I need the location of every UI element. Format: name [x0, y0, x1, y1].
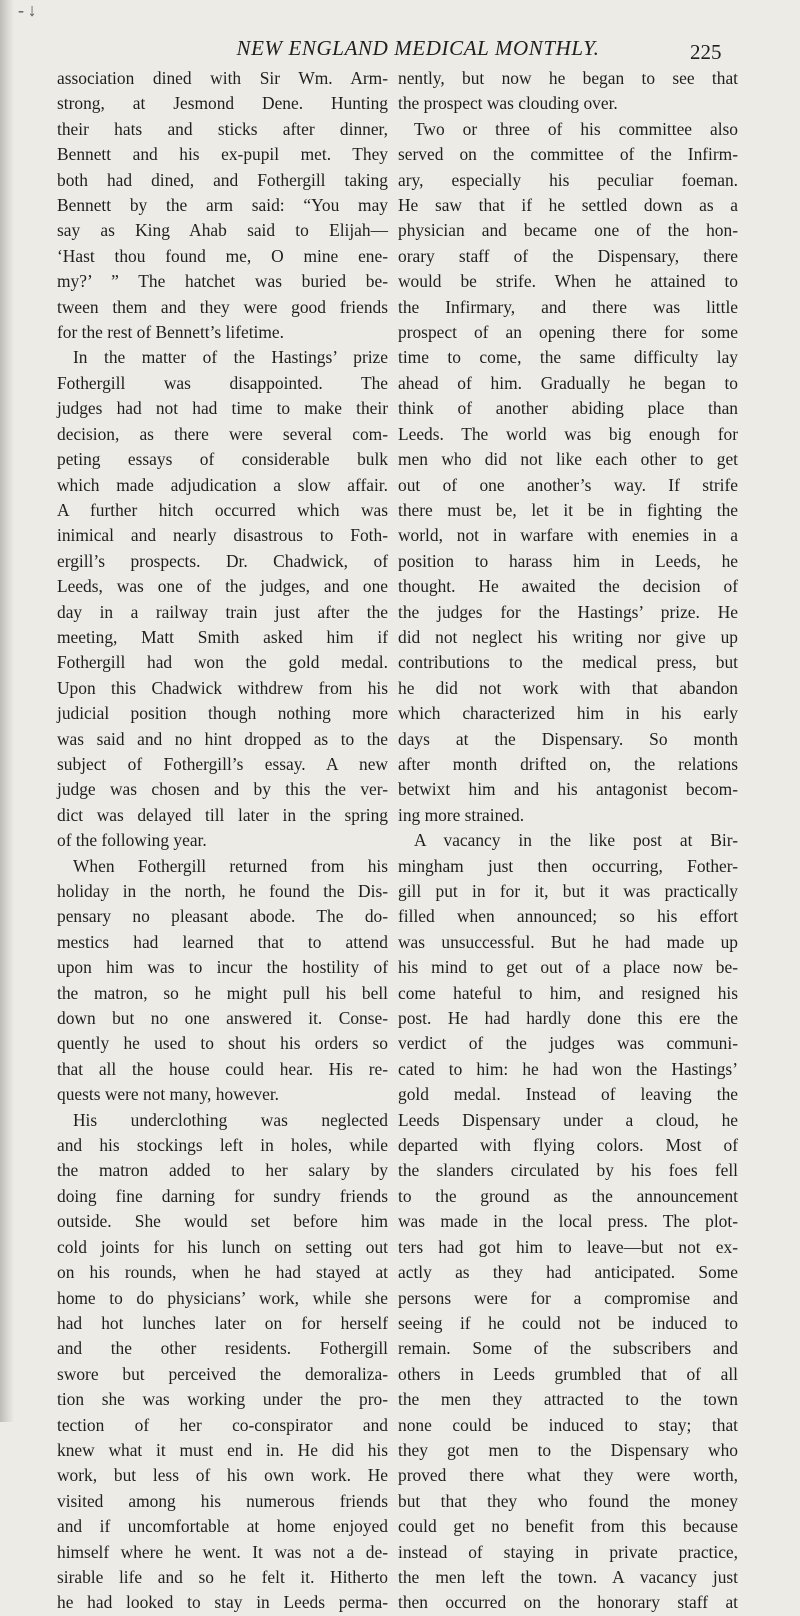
text-line: the slanders circulated by his foes fell — [398, 1160, 738, 1181]
text-line: and if uncomfortable at home enjoyed — [57, 1516, 388, 1537]
text-line: say as King Ahab said to Elijah— — [57, 220, 388, 241]
text-line: post. He had hardly done this ere the — [398, 1008, 738, 1029]
text-line: think of another abiding place than — [398, 398, 738, 419]
text-line: himself where he went. It was not a de- — [57, 1541, 388, 1562]
text-line: remain. Some of the subscribers and — [398, 1338, 738, 1359]
text-line: Upon this Chadwick withdrew from his — [57, 677, 388, 698]
text-line: His underclothing was neglected — [73, 1109, 388, 1130]
text-line: Leeds, was one of the judges, and one — [57, 576, 388, 597]
text-line: He saw that if he settled down as a — [398, 195, 738, 216]
text-line: cold joints for his lunch on setting out — [57, 1236, 388, 1257]
text-line: that all the house could hear. His re- — [57, 1058, 388, 1079]
text-line: sirable life and so he felt it. Hitherto — [57, 1566, 388, 1587]
text-line: Fothergill had won the gold medal. — [57, 652, 388, 673]
text-line: day in a railway train just after the — [57, 601, 388, 622]
text-line: world, not in warfare with enemies in a — [398, 525, 738, 546]
text-line: could get no benefit from this because — [398, 1516, 738, 1537]
text-line: judge was chosen and by this the ver- — [57, 779, 388, 800]
text-line: tection of her co-conspirator and — [57, 1414, 388, 1435]
text-line: men who did not like each other to get — [398, 449, 738, 470]
text-line: ing more strained. — [398, 804, 525, 825]
text-line: the men left the town. A vacancy just — [398, 1566, 738, 1587]
text-line: proved there what they were worth, — [398, 1465, 738, 1486]
text-line: Fothergill was disappointed. The — [57, 372, 388, 393]
text-line: meeting, Matt Smith asked him if — [57, 626, 388, 647]
text-line: of the following year. — [57, 830, 207, 851]
text-line: ‘Hast thou found me, O mine ene- — [57, 245, 388, 266]
text-line: orary staff of the Dispensary, there — [398, 245, 738, 266]
text-line: days at the Dispensary. So month — [398, 728, 738, 749]
text-line: the judges for the Hastings’ prize. He — [398, 601, 738, 622]
text-line: nently, but now he began to see that — [398, 68, 738, 88]
text-line: the men they attracted to the town — [398, 1389, 738, 1410]
text-line: gold medal. Instead of leaving the — [398, 1084, 738, 1105]
text-line: ary, especially his peculiar foeman. — [398, 169, 738, 190]
text-line: When Fothergill returned from his — [73, 855, 388, 876]
text-line: judicial position though nothing more — [57, 703, 388, 724]
text-line: they got men to the Dispensary who — [398, 1439, 738, 1460]
text-line: ahead of him. Gradually he began to — [398, 372, 738, 393]
text-line: Two or three of his committee also — [414, 118, 738, 139]
text-line: others in Leeds grumbled that of all — [398, 1363, 738, 1384]
text-line: tion she was working under the pro- — [57, 1389, 388, 1410]
text-line: he had looked to stay in Leeds perma- — [57, 1592, 388, 1613]
text-line: pensary no pleasant abode. The do- — [57, 906, 388, 927]
text-line: to the ground as the announcement — [398, 1185, 738, 1206]
text-line: my?’ ” The hatchet was buried be- — [57, 271, 388, 292]
text-line: down but no one answered it. Conse- — [57, 1008, 388, 1029]
text-line: upon him was to incur the hostility of — [57, 957, 388, 978]
text-line: mingham just then occurring, Fother- — [398, 855, 738, 876]
text-line: holiday in the north, he found the Dis- — [57, 881, 388, 901]
text-line: would be strife. When he attained to — [398, 271, 738, 292]
text-line: there must be, let it be in fighting the — [398, 499, 738, 520]
text-line: ergill’s prospects. Dr. Chadwick, of — [57, 550, 388, 571]
text-line: swore but perceived the demoraliza- — [57, 1363, 388, 1384]
text-line: home to do physicians’ work, while she — [57, 1287, 388, 1308]
text-line: their hats and sticks after dinner, — [57, 118, 388, 139]
text-line: the Infirmary, and there was little — [398, 296, 738, 317]
text-line: time to come, the same difficulty lay — [398, 347, 738, 368]
text-line: on his rounds, when he had stayed at — [57, 1262, 388, 1283]
text-line: outside. She would set before him — [57, 1211, 388, 1232]
text-line: prospect of an opening there for some — [398, 322, 738, 343]
text-line: actly as they had anticipated. Some — [398, 1262, 738, 1283]
text-line: filled when announced; so his effort — [398, 906, 738, 927]
text-line: physician and became one of the hon- — [398, 220, 738, 241]
text-line: then occurred on the honorary staff at — [398, 1592, 738, 1613]
text-line: contributions to the medical press, but — [398, 652, 738, 673]
text-line: come hateful to him, and resigned his — [398, 982, 738, 1003]
text-line: which characterized him in his early — [398, 703, 738, 724]
page-number: 225 — [690, 40, 722, 64]
text-line: instead of staying in private practice, — [398, 1541, 738, 1562]
text-line: for the rest of Bennett’s lifetime. — [57, 322, 284, 343]
text-line: Leeds Dispensary under a cloud, he — [398, 1109, 738, 1130]
text-line: betwixt him and his antagonist becom- — [398, 779, 738, 800]
text-line: he did not work with that abandon — [398, 677, 738, 698]
text-line: served on the committee of the Infirm- — [398, 144, 738, 165]
text-line: Leeds. The world was big enough for — [398, 423, 738, 444]
text-line: visited among his numerous friends — [57, 1490, 388, 1511]
text-line: position to harass him in Leeds, he — [398, 550, 738, 571]
text-line: gill put in for it, but it was practically — [398, 881, 738, 901]
text-column-left — [57, 66, 388, 1616]
text-line: his mind to get out of a place now be- — [398, 957, 738, 978]
text-line: subject of Fothergill’s essay. A new — [57, 753, 388, 774]
text-line: seeing if he could not be induced to — [398, 1312, 738, 1333]
text-line: Bennett and his ex-pupil met. They — [57, 144, 388, 165]
text-line: peting essays of considerable bulk — [57, 449, 388, 470]
text-line: inimical and nearly disastrous to Foth- — [57, 525, 388, 546]
text-line: quests were not many, however. — [57, 1084, 279, 1105]
text-line: none could be induced to stay; that — [398, 1414, 738, 1435]
text-line: which made adjudication a slow affair. — [57, 474, 388, 495]
text-line: tween them and they were good friends — [57, 296, 388, 317]
text-line: In the matter of the Hastings’ prize — [73, 347, 388, 368]
text-line: was made in the local press. The plot- — [398, 1211, 738, 1232]
text-line: quently he used to shout his orders so — [57, 1033, 388, 1054]
text-line: A further hitch occurred which was — [57, 499, 388, 520]
text-line: both had dined, and Fothergill taking — [57, 169, 388, 190]
text-line: the matron, so he might pull his bell — [57, 982, 388, 1003]
text-line: thought. He awaited the decision of — [398, 576, 738, 597]
page-edge-shadow — [0, 0, 14, 1422]
text-line: association dined with Sir Wm. Arm- — [57, 68, 388, 88]
text-line: verdict of the judges was communi- — [398, 1033, 738, 1054]
text-line: was unsuccessful. But he had made up — [398, 931, 738, 952]
text-line: knew what it must end in. He did his — [57, 1439, 388, 1460]
text-line: after month drifted on, the relations — [398, 753, 738, 774]
text-line: mestics had learned that to attend — [57, 931, 388, 952]
text-line: the prospect was clouding over. — [398, 93, 618, 114]
text-line: judges had not had time to make their — [57, 398, 388, 419]
text-line: departed with flying colors. Most of — [398, 1135, 738, 1156]
text-line: persons were for a compromise and — [398, 1287, 738, 1308]
text-line: out of one another’s way. If strife — [398, 474, 738, 495]
text-line: doing fine darning for sundry friends — [57, 1185, 388, 1206]
text-line: A vacancy in the like post at Bir- — [414, 830, 738, 851]
text-line: decision, as there were several com- — [57, 423, 388, 444]
text-line: ters had got him to leave—but not ex- — [398, 1236, 738, 1257]
text-line: the matron added to her salary by — [57, 1160, 388, 1181]
text-line: did not neglect his writing nor give up — [398, 626, 738, 647]
text-line: work, but less of his own work. He — [57, 1465, 388, 1486]
text-line: and the other residents. Fothergill — [57, 1338, 388, 1359]
text-column-right — [398, 66, 738, 1616]
text-line: and his stockings left in holes, while — [57, 1135, 388, 1156]
text-line: cated to him: he had won the Hastings’ — [398, 1058, 738, 1079]
text-line: Bennett by the arm said: “You may — [57, 195, 388, 216]
text-line: was said and no hint dropped as to the — [57, 728, 388, 749]
text-line: had hot lunches later on for herself — [57, 1312, 388, 1333]
running-head: NEW ENGLAND MEDICAL MONTHLY. — [236, 36, 600, 60]
text-line: dict was delayed till later in the spring — [57, 804, 388, 825]
text-line: strong, at Jesmond Dene. Hunting — [57, 93, 388, 114]
text-line: but that they who found the money — [398, 1490, 738, 1511]
corner-mark: - ↓ — [18, 0, 37, 20]
